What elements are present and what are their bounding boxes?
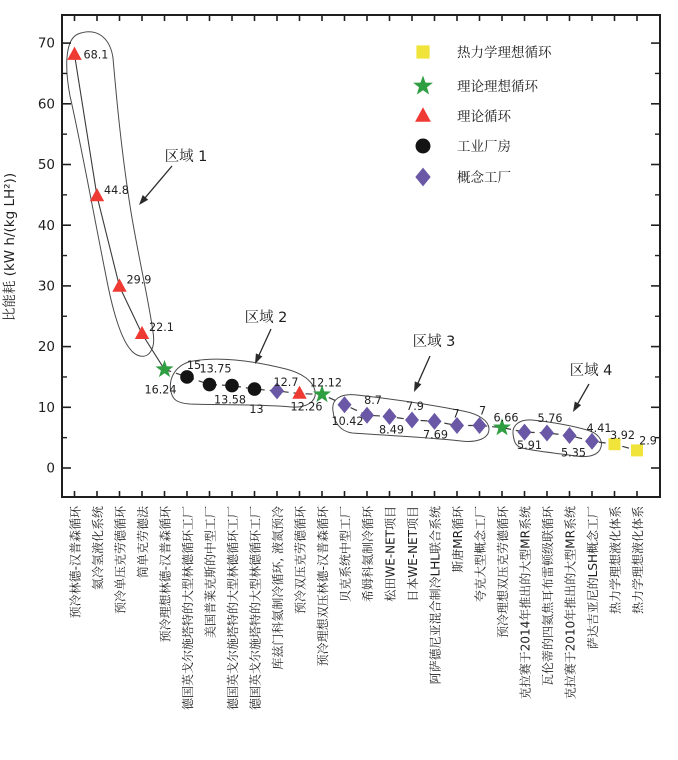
region-arrow-line-2	[258, 329, 271, 357]
x-category-label: 阿萨德尼亚混合制冷LHL联合系统	[428, 506, 443, 685]
x-category-label: 松田WE-NET项目	[383, 506, 398, 602]
data-point-label: 2.9	[639, 434, 657, 448]
data-point-triangle	[90, 188, 104, 201]
x-category-label: 热力学理想液化体系	[631, 506, 645, 615]
data-point-label: 12.26	[290, 400, 323, 414]
data-point-label: 7	[452, 407, 460, 421]
data-point-label: 6.66	[493, 411, 519, 425]
x-category-label: 德国英戈尔施塔特的大型林德循环工厂	[181, 506, 195, 711]
x-category-label: 氦冷氢液化系统	[91, 506, 105, 591]
y-tick-label: 0	[46, 460, 55, 477]
legend-marker-circle	[416, 139, 431, 154]
data-point-circle	[225, 379, 239, 393]
data-point-label: 5.91	[517, 439, 542, 453]
region-arrow-line-3	[417, 356, 430, 385]
x-category-label: 预冷单压克劳德循环	[113, 506, 128, 615]
data-point-diamond	[428, 413, 442, 430]
x-category-label: 德国英戈尔施塔特的大型林德循环工厂	[226, 506, 240, 711]
x-category-label: 预冷理想双压林德-汉普森循环	[316, 506, 330, 667]
x-category-label: 夸克大型概念工厂	[473, 506, 488, 603]
data-point-circle	[248, 382, 262, 396]
x-category-label: 萨达吉亚尼的LSH概念工厂	[586, 506, 600, 650]
region-label-1: 区域 1	[164, 149, 208, 165]
x-category-label: 库兹门科氦制冷循环, 液氮预冷	[271, 506, 285, 670]
data-point-label: 5.76	[537, 412, 563, 426]
data-point-circle	[180, 370, 194, 384]
y-tick-label: 10	[37, 399, 55, 416]
data-point-label: 13.58	[213, 393, 247, 407]
data-point-triangle	[135, 326, 149, 339]
chart-render-root	[38, 15, 660, 710]
x-category-label: 瓦伦蒂的四氦焦耳布雷顿级联循环	[541, 506, 555, 687]
data-point-label: 68.1	[83, 48, 109, 62]
data-point-label: 7.9	[406, 400, 424, 414]
data-point-diamond	[563, 427, 577, 444]
data-point-triangle	[67, 47, 81, 60]
region-arrow-line-1	[144, 166, 172, 199]
region-arrow-line-4	[577, 384, 589, 405]
data-point-label: 3.92	[610, 429, 635, 443]
data-point-label: 16.24	[144, 383, 177, 397]
legend-marker-star	[413, 76, 433, 95]
x-category-label: 预冷双压克劳德循环	[293, 506, 308, 615]
data-point-diamond	[405, 412, 419, 429]
x-category-label: 斯唐MR循环	[451, 506, 465, 573]
region-labels	[165, 148, 613, 379]
x-category-label: 预冷林德-汉普森循环	[68, 506, 83, 619]
x-category-label: 希姆科氦制冷循环	[361, 506, 375, 603]
region-label-3: 区域 3	[412, 334, 456, 350]
data-point-label: 5.35	[561, 446, 586, 460]
data-point-label: 10.42	[331, 414, 364, 428]
legend-marker-triangle	[415, 107, 431, 122]
data-point-label: 7.69	[423, 428, 448, 442]
x-category-label: 简单克劳德法	[136, 506, 150, 579]
legend-label-concept-plant: 概念工厂	[457, 170, 511, 186]
data-point-label: 12.7	[273, 375, 299, 389]
data-point-circle	[203, 378, 217, 392]
legend-marker-square	[416, 45, 429, 58]
y-tick-label: 40	[37, 217, 55, 234]
x-category-label: 美国普莱克斯的中型工厂	[203, 506, 218, 639]
data-point-triangle	[112, 279, 126, 292]
legend-label-industrial-plant: 工业厂房	[457, 139, 511, 155]
x-category-label: 克拉赛于2014年推出的大型MR系统	[518, 506, 533, 700]
data-point-label: 4.41	[586, 422, 612, 436]
x-category-label: 预冷理想双压克劳德循环	[496, 506, 510, 639]
y-tick-label: 20	[37, 339, 55, 356]
legend-label-theoretical-cycle: 理论循环	[457, 109, 511, 125]
data-point-diamond	[540, 425, 554, 442]
data-point-label: 12.12	[309, 376, 343, 390]
y-tick-label: 30	[37, 278, 55, 295]
data-point-label: 8.7	[364, 394, 382, 408]
data-point-diamond	[518, 424, 532, 441]
y-tick-label: 60	[37, 96, 55, 113]
data-point-label: 8.49	[379, 423, 404, 437]
data-point-label: 22.1	[149, 320, 174, 334]
region-arrow-head-3	[414, 381, 421, 392]
legend	[457, 44, 552, 186]
region-label-4: 区域 4	[569, 363, 613, 379]
x-category-label: 预冷理想林德-汉普森循环	[158, 506, 173, 643]
y-tick-label: 50	[37, 157, 55, 174]
data-point-label: 13	[249, 403, 264, 417]
data-point-label: 13.75	[199, 362, 232, 376]
x-category-label: 日本WE-NET项目	[406, 506, 420, 602]
legend-label-thermo-ideal-cycle: 热力学理想循环	[457, 45, 552, 61]
data-point-diamond	[338, 396, 352, 413]
region-arrow-head-4	[573, 402, 581, 413]
legend-marker-diamond	[415, 168, 430, 187]
region-arrow-head-2	[255, 353, 262, 364]
x-category-label: 贝克系统中型工厂	[338, 506, 353, 603]
x-category-label: 德国英戈尔施塔特的大型林德循环工厂	[248, 506, 263, 711]
y-tick-label: 70	[37, 35, 55, 52]
data-point-label: 15	[186, 358, 202, 372]
data-point-label: 44.8	[104, 184, 129, 198]
legend-label-theoretical-ideal-cycle: 理论理想循环	[457, 79, 538, 95]
data-point-star	[156, 360, 174, 377]
y-axis-title: 比能耗 (kW h/(kg LH²))	[2, 172, 18, 322]
data-point-label: 7	[478, 404, 487, 418]
x-category-label: 克拉赛于2010年推出的大型MR系统	[563, 506, 578, 700]
data-point-label: 29.9	[126, 273, 152, 287]
data-point-diamond	[383, 408, 397, 425]
x-category-label: 热力学理想液化体系	[608, 506, 623, 615]
region-label-2: 区域 2	[244, 310, 288, 326]
